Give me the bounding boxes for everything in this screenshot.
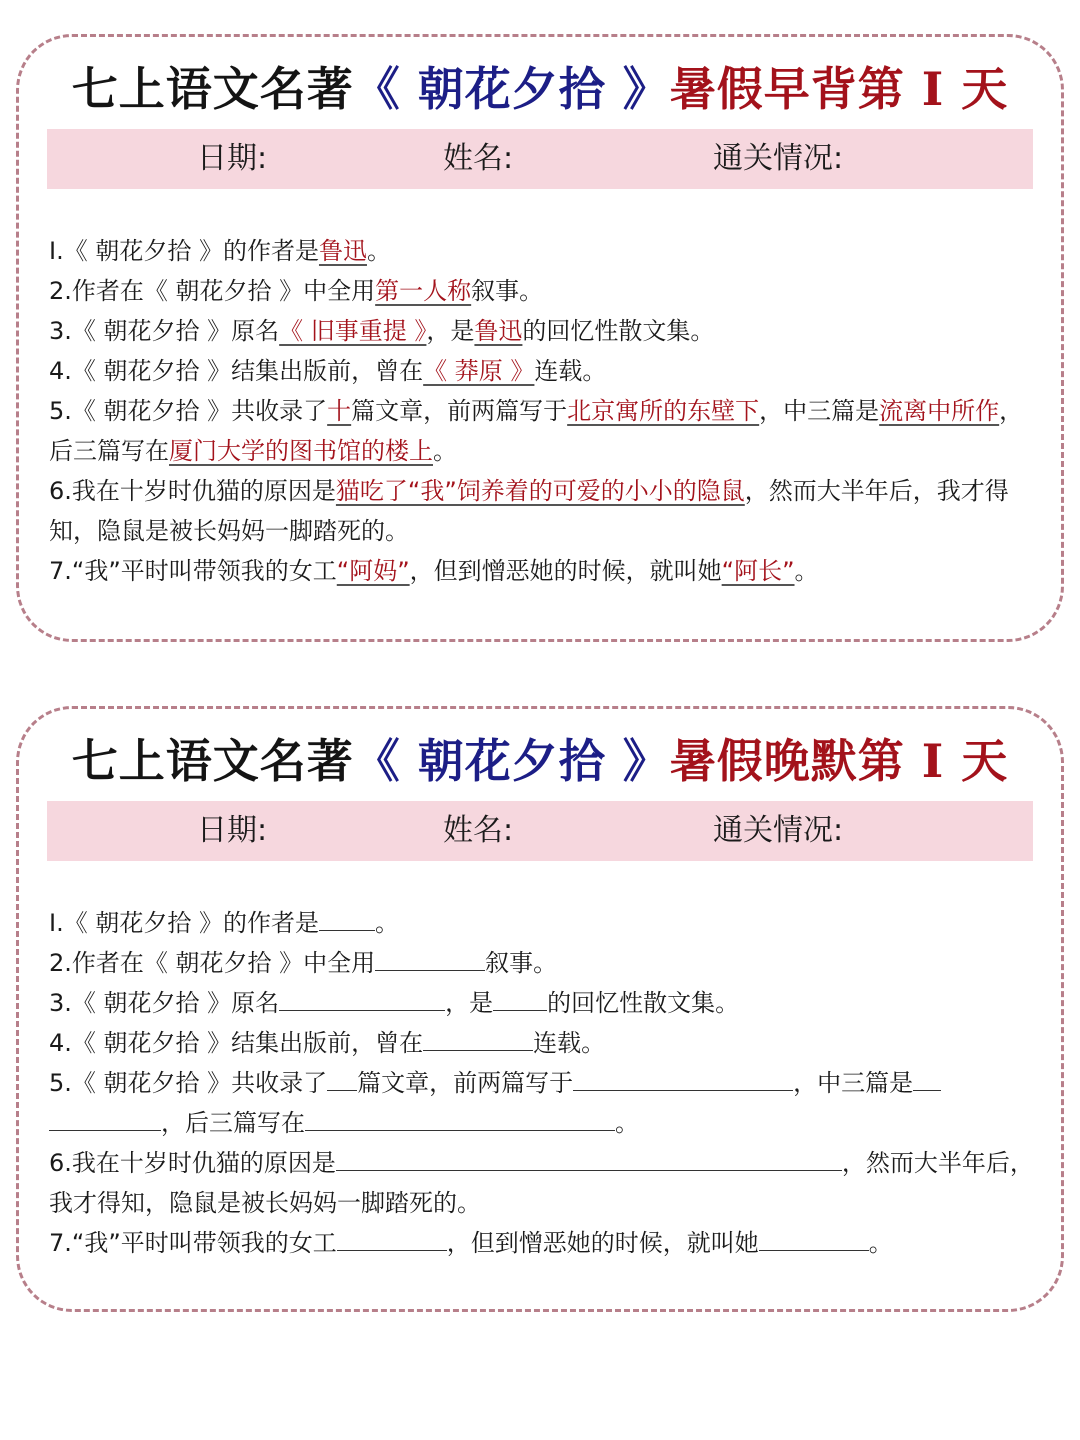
name-label: 姓名: <box>443 141 514 176</box>
question-5 <box>49 1063 1035 1143</box>
question-text: ，中三篇是 <box>759 397 880 425</box>
question-text: 。 <box>615 1109 639 1137</box>
answer-blank[interactable] <box>913 1064 941 1091</box>
question-text: 。 <box>868 1229 893 1257</box>
answer-blank[interactable] <box>337 1224 447 1251</box>
question-text: 叙事。 <box>471 277 544 305</box>
morning-recite-card <box>16 34 1064 642</box>
status-label: 通关情况: <box>713 141 844 176</box>
answer-count: 十 <box>327 397 352 425</box>
question-text: 连载。 <box>533 1029 606 1057</box>
question-text: 4.《 朝花夕拾 》结集出版前，曾在 <box>49 1029 424 1057</box>
question-text: 篇文章，前两篇写于 <box>357 1069 574 1097</box>
question-text: 连载。 <box>534 357 607 385</box>
question-text: 5.《 朝花夕拾 》共收录了 <box>49 1069 328 1097</box>
title-day-label: 暑假早背第 I 天 <box>669 62 1009 116</box>
question-text: 2.作者在《 朝花夕拾 》中全用 <box>49 949 376 977</box>
answer-original-title: 《 旧事重提 》 <box>279 317 427 345</box>
question-text: 5.《 朝花夕拾 》共收录了 <box>49 397 328 425</box>
question-text: 。 <box>794 557 819 585</box>
date-label: 日期: <box>197 141 268 176</box>
info-bar <box>47 129 1033 189</box>
question-text: 2.作者在《 朝花夕拾 》中全用 <box>49 277 376 305</box>
question-text: 3.《 朝花夕拾 》原名 <box>49 317 280 345</box>
question-3 <box>49 983 1035 1023</box>
question-text: 。 <box>374 909 399 937</box>
info-bar <box>47 801 1033 861</box>
answer-place-1: 北京寓所的东壁下 <box>567 397 760 425</box>
answer-blank[interactable] <box>279 984 445 1011</box>
question-2 <box>49 271 1035 311</box>
question-1 <box>49 231 1035 271</box>
question-text: 篇文章，前两篇写于 <box>351 397 568 425</box>
question-text: ，后三篇写在 <box>161 1109 305 1137</box>
question-text: ，但到憎恶她的时候，就叫她 <box>409 557 722 585</box>
question-text: 叙事。 <box>485 949 558 977</box>
answer-blank[interactable] <box>375 944 485 971</box>
question-text: ，中三篇是 <box>793 1069 914 1097</box>
question-6 <box>49 471 1035 551</box>
question-4 <box>49 351 1035 391</box>
question-text: 3.《 朝花夕拾 》原名 <box>49 989 280 1017</box>
question-text: ，然而大半年后，我才得知，隐鼠是被长妈妈一脚踏死的。 <box>49 477 1009 545</box>
question-6 <box>49 1143 1035 1223</box>
answer-place-3: 厦门大学的图书馆的楼上 <box>169 437 433 465</box>
answer-blank[interactable] <box>493 984 547 1011</box>
card-title <box>19 59 1061 119</box>
question-list <box>49 231 1035 591</box>
answer-blank[interactable] <box>49 1104 161 1131</box>
answer-blank[interactable] <box>319 904 375 931</box>
card-title <box>19 731 1061 791</box>
answer-blank[interactable] <box>336 1144 842 1171</box>
question-text: ，但到憎恶她的时候，就叫她 <box>446 1229 759 1257</box>
answer-reason: 猫吃了“我”饲养着的可爱的小小的隐鼠 <box>335 477 745 505</box>
answer-nickname-1: “阿妈” <box>336 557 410 585</box>
question-7 <box>49 551 1035 591</box>
question-1 <box>49 903 1035 943</box>
question-text: 6.我在十岁时仇猫的原因是 <box>49 477 336 505</box>
question-2 <box>49 943 1035 983</box>
title-grade-subject: 七上语文名著 <box>71 734 354 788</box>
question-text: 7.“我”平时叫带领我的女工 <box>49 557 337 585</box>
answer-blank[interactable] <box>423 1024 533 1051</box>
answer-blank[interactable] <box>305 1104 615 1131</box>
question-text: 的回忆性散文集。 <box>547 989 740 1017</box>
question-text: ，后三篇写在 <box>49 397 1024 465</box>
question-text: ，是 <box>426 317 475 345</box>
answer-narration: 第一人称 <box>375 277 472 305</box>
question-text: I.《 朝花夕拾 》的作者是 <box>49 237 319 265</box>
answer-author: 鲁迅 <box>474 317 523 345</box>
title-book-name: 《 朝花夕拾 》 <box>353 734 670 788</box>
answer-blank[interactable] <box>573 1064 793 1091</box>
answer-author: 鲁迅 <box>318 237 367 265</box>
title-day-label: 暑假晚默第 I 天 <box>669 734 1009 788</box>
question-5 <box>49 391 1035 471</box>
evening-dictation-card <box>16 706 1064 1312</box>
question-text: 的回忆性散文集。 <box>522 317 715 345</box>
question-7 <box>49 1223 1035 1263</box>
title-book-name: 《 朝花夕拾 》 <box>353 62 670 116</box>
answer-magazine: 《 莽原 》 <box>423 357 535 385</box>
answer-place-2: 流离中所作 <box>879 397 1000 425</box>
name-label: 姓名: <box>443 813 514 848</box>
question-text: ，然而大半年后，我才得知，隐鼠是被长妈妈一脚踏死的。 <box>49 1149 1034 1217</box>
question-text: 4.《 朝花夕拾 》结集出版前，曾在 <box>49 357 424 385</box>
question-text: ，是 <box>445 989 494 1017</box>
question-list <box>49 903 1035 1263</box>
answer-blank[interactable] <box>759 1224 869 1251</box>
title-grade-subject: 七上语文名著 <box>71 62 354 116</box>
question-4 <box>49 1023 1035 1063</box>
question-text: 6.我在十岁时仇猫的原因是 <box>49 1149 336 1177</box>
question-3 <box>49 311 1035 351</box>
answer-nickname-2: “阿长” <box>721 557 795 585</box>
status-label: 通关情况: <box>713 813 844 848</box>
date-label: 日期: <box>197 813 268 848</box>
answer-blank[interactable] <box>327 1064 357 1091</box>
question-text: 7.“我”平时叫带领我的女工 <box>49 1229 337 1257</box>
question-text: I.《 朝花夕拾 》的作者是 <box>49 909 319 937</box>
question-text: 。 <box>433 437 457 465</box>
question-text: 。 <box>366 237 391 265</box>
